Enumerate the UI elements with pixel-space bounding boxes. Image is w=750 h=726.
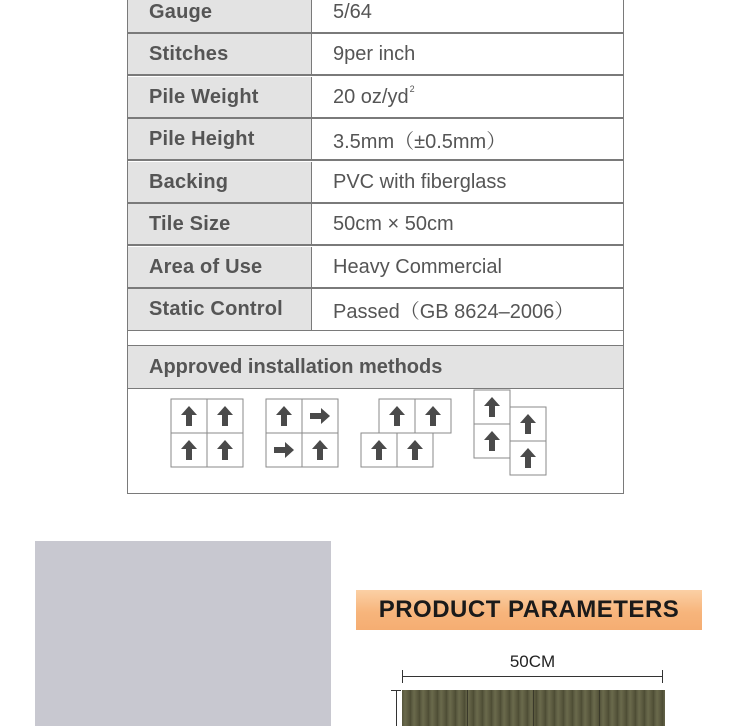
spec-table [127, 0, 624, 494]
product-parameters-banner: PRODUCT PARAMETERS [356, 590, 702, 630]
spec-value: PVC with fiberglass [333, 170, 507, 193]
superscript: 2 [409, 84, 415, 94]
spec-label: Gauge [128, 0, 312, 32]
spec-value-wrap [312, 77, 623, 117]
spec-value: 3.5mm（±0.5mm） [333, 130, 507, 153]
spec-row-pile-weight [128, 77, 623, 119]
install-brick-icon [474, 390, 546, 475]
spec-value: Passed（GB 8624–2006） [333, 301, 575, 323]
spec-value: Heavy Commercial [333, 255, 502, 278]
install-quarter-turn-icon [266, 399, 338, 467]
install-heading: Approved installation methods [128, 346, 623, 389]
dimension-tick [402, 670, 403, 683]
spec-label: Pile Height [128, 119, 312, 159]
spec-label: Static Control [128, 289, 312, 330]
spec-label: Area of Use [128, 247, 312, 287]
spec-row-tile-size [128, 204, 623, 246]
spec-value: 5/64 [333, 0, 372, 23]
color-swatch-image [35, 541, 331, 726]
spec-row-pile-height [128, 119, 623, 161]
spec-label: Backing [128, 162, 312, 202]
spec-row-static-control [128, 289, 623, 331]
spec-row-stitches [128, 34, 623, 76]
install-methods [128, 389, 623, 493]
tile-seam [533, 690, 534, 726]
install-monolithic-icon [171, 399, 243, 467]
spec-value: 9per inch [333, 42, 416, 65]
spec-row-area-of-use [128, 247, 623, 289]
tile-seam [599, 690, 600, 726]
spec-value: 20 oz/yd [333, 85, 409, 108]
spec-label: Tile Size [128, 204, 312, 244]
height-dimension-line [396, 690, 397, 726]
spec-row-gauge [128, 0, 623, 34]
spec-label: Pile Weight [128, 77, 312, 117]
width-dimension-label: 50CM [509, 652, 556, 671]
spec-label: Stitches [128, 34, 312, 74]
spec-row-backing [128, 162, 623, 204]
width-dimension-line [402, 676, 663, 677]
spacer-row [128, 332, 623, 346]
dimension-tick [662, 670, 663, 683]
tile-seam [467, 690, 468, 726]
install-ashlar-icon [361, 399, 451, 467]
spec-value: 50cm × 50cm [333, 212, 454, 235]
carpet-tile-image [402, 690, 665, 726]
